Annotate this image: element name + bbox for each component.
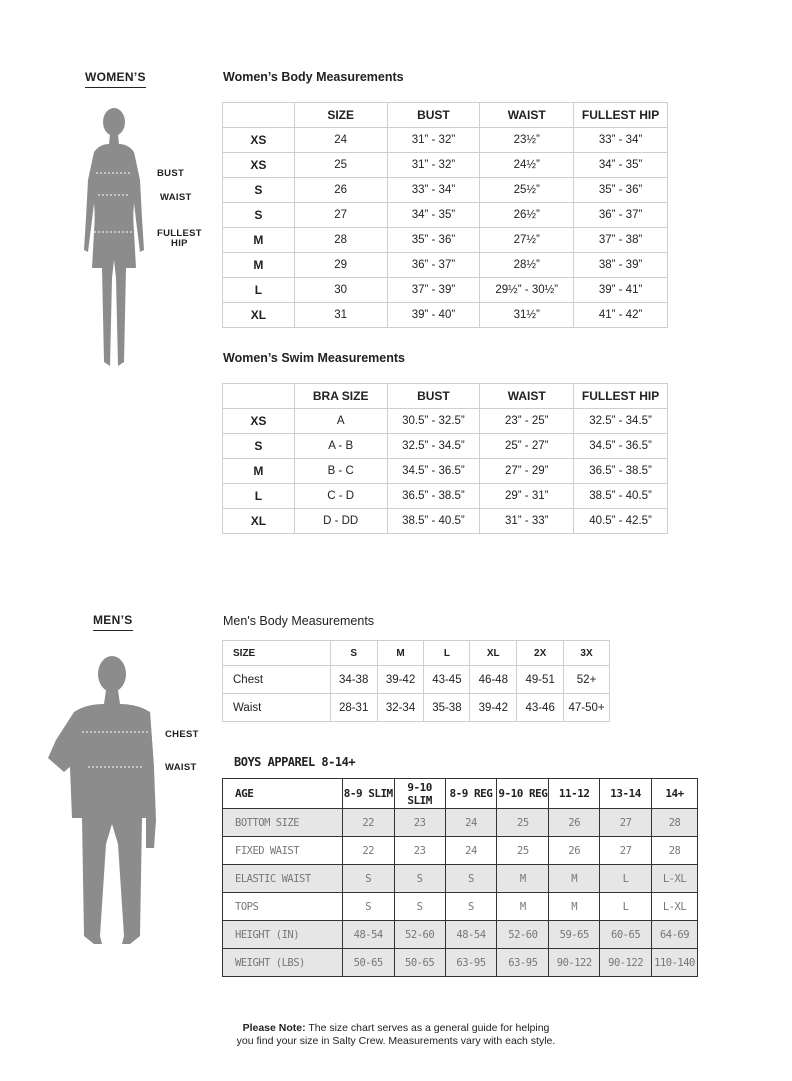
table-cell: 90-122 [549,949,600,977]
table-cell: 41” - 42” [574,303,668,328]
table-cell: 24 [445,837,497,865]
table-row [223,921,698,949]
table-cell: L [600,865,652,893]
table-cell: 34-38 [330,666,377,694]
table-cell: 32-34 [377,694,424,722]
row-label: BOTTOM SIZE [223,809,343,837]
table-cell: 36.5” - 38.5” [387,484,480,509]
table-row [223,409,668,434]
table-cell: 37” - 38” [574,228,668,253]
table-row [223,278,668,303]
table-row [223,153,668,178]
table-row [223,228,668,253]
size-cell: M [223,228,295,253]
table-row [223,203,668,228]
table-cell: 46-48 [470,666,517,694]
waist-label: WAIST [160,192,192,203]
table-cell: 26 [549,809,600,837]
table-cell: 23 [394,809,445,837]
row-label: Chest [223,666,331,694]
table-cell: 36” - 37” [387,253,480,278]
col-header: 9-10 SLIM [394,779,445,809]
table-row [223,809,698,837]
table-cell: 60-65 [600,921,652,949]
table-cell: A - B [294,434,387,459]
table-cell: 39” - 40” [387,303,480,328]
table-cell: C - D [294,484,387,509]
table-cell: 35” - 36” [387,228,480,253]
table-row [223,949,698,977]
mens-body-title: Men's Body Measurements [223,614,375,628]
table-cell: 90-122 [600,949,652,977]
mens-section-label: MEN’S [93,613,133,631]
row-label: TOPS [223,893,343,921]
fullest-hip-label-line2: HIP [171,238,188,249]
table-cell: 48-54 [445,921,497,949]
table-cell: 35” - 36” [574,178,668,203]
table-row [223,893,698,921]
table-cell: 63-95 [497,949,549,977]
table-row [223,694,610,722]
table-cell: 23” - 25” [480,409,574,434]
table-cell: D - DD [294,509,387,534]
table-cell: 25” - 27” [480,434,574,459]
womens-swim-title: Women’s Swim Measurements [223,351,406,365]
table-cell: 33” - 34” [574,128,668,153]
fullest-hip-label [157,229,202,249]
col-header: 13-14 [600,779,652,809]
table-cell: 26½” [480,203,574,228]
table-cell: 48-54 [342,921,394,949]
col-header-waist: WAIST [480,103,574,128]
table-cell: 31” - 32” [387,153,480,178]
col-header: L [424,641,470,666]
boys-table [222,778,698,977]
table-cell: 34” - 35” [387,203,480,228]
table-cell: 29” - 31” [480,484,574,509]
table-cell: 26 [549,837,600,865]
table-cell: M [549,865,600,893]
size-cell: S [223,203,295,228]
size-cell: L [223,484,295,509]
col-header-bra-size: BRA SIZE [294,384,387,409]
table-cell: 25 [294,153,387,178]
table-cell: 22 [342,809,394,837]
table-cell: 28 [294,228,387,253]
womens-body-title: Women’s Body Measurements [223,70,404,84]
table-cell: 22 [342,837,394,865]
row-label: HEIGHT (IN) [223,921,343,949]
mens-body-table [222,640,610,722]
table-cell: 110-140 [652,949,698,977]
table-cell: 23 [394,837,445,865]
col-header: 9-10 REG [497,779,549,809]
col-header-waist: WAIST [480,384,574,409]
col-header-bust: BUST [387,384,480,409]
table-cell: 36” - 37” [574,203,668,228]
table-cell: 59-65 [549,921,600,949]
table-cell: 28½” [480,253,574,278]
table-cell: 27 [600,809,652,837]
boys-title: BOYS APPAREL 8-14+ [234,755,356,769]
table-cell: M [497,865,549,893]
table-cell: 27 [600,837,652,865]
mens-waist-label: WAIST [165,762,197,773]
table-cell: 39-42 [470,694,517,722]
col-header [223,384,295,409]
table-row [223,865,698,893]
table-cell: 25 [497,837,549,865]
table-cell: 27 [294,203,387,228]
bust-label: BUST [157,168,185,179]
table-cell: 35-38 [424,694,470,722]
size-cell: S [223,178,295,203]
col-header-fullest-hip: FULLEST HIP [574,384,668,409]
table-cell: 38.5” - 40.5” [574,484,668,509]
table-cell: 64-69 [652,921,698,949]
table-cell: 31 [294,303,387,328]
col-header: 14+ [652,779,698,809]
table-row [223,459,668,484]
row-label: WEIGHT (LBS) [223,949,343,977]
table-cell: 34.5” - 36.5” [387,459,480,484]
size-cell: M [223,459,295,484]
size-cell: XL [223,303,295,328]
table-cell: 52+ [564,666,610,694]
table-cell: 49-51 [517,666,564,694]
table-cell: 50-65 [342,949,394,977]
table-cell: 29½” - 30½” [480,278,574,303]
col-header: M [377,641,424,666]
womens-body-table [222,102,668,328]
table-row [223,253,668,278]
table-cell: 63-95 [445,949,497,977]
row-label: FIXED WAIST [223,837,343,865]
size-cell: XS [223,128,295,153]
table-cell: 30.5” - 32.5” [387,409,480,434]
table-row [223,178,668,203]
table-cell: 36.5” - 38.5” [574,459,668,484]
col-header-age: AGE [223,779,343,809]
table-cell: 28 [652,809,698,837]
table-cell: 27” - 29” [480,459,574,484]
row-label: ELASTIC WAIST [223,865,343,893]
table-row [223,484,668,509]
table-row [223,837,698,865]
col-header-size: SIZE [223,641,331,666]
size-cell: M [223,253,295,278]
col-header-size: SIZE [294,103,387,128]
table-cell: 32.5” - 34.5” [387,434,480,459]
table-cell: 39” - 41” [574,278,668,303]
table-cell: M [549,893,600,921]
col-header: 8-9 SLIM [342,779,394,809]
size-cell: XL [223,509,295,534]
col-header: XL [470,641,517,666]
table-cell: 31” - 33” [480,509,574,534]
table-cell: 43-45 [424,666,470,694]
womens-section-label: WOMEN’S [85,70,146,88]
table-row [223,128,668,153]
table-cell: 31½” [480,303,574,328]
table-cell: 32.5” - 34.5” [574,409,668,434]
table-cell: 47-50+ [564,694,610,722]
table-cell: A [294,409,387,434]
table-cell: L-XL [652,893,698,921]
table-cell: 33” - 34” [387,178,480,203]
note-bold: Please Note: [242,1022,306,1034]
table-cell: 25½” [480,178,574,203]
table-cell: S [445,865,497,893]
table-cell: M [497,893,549,921]
table-cell: 25 [497,809,549,837]
table-cell: 31” - 32” [387,128,480,153]
table-cell: S [342,865,394,893]
table-cell: 24 [294,128,387,153]
col-header: 3X [564,641,610,666]
table-cell: B - C [294,459,387,484]
col-header-fullest-hip: FULLEST HIP [574,103,668,128]
table-cell: 38.5” - 40.5” [387,509,480,534]
chest-label: CHEST [165,729,199,740]
table-row [223,303,668,328]
table-row [223,666,610,694]
col-header [223,103,295,128]
table-cell: 24½” [480,153,574,178]
fullest-hip-label-line1: FULLEST [157,228,202,239]
size-cell: XS [223,153,295,178]
table-cell: S [342,893,394,921]
table-cell: 24 [445,809,497,837]
note-text-1: The size chart serves as a general guide for helping [305,1022,550,1034]
col-header: S [330,641,377,666]
table-cell: 30 [294,278,387,303]
table-cell: L [600,893,652,921]
table-cell: 28-31 [330,694,377,722]
table-cell: 28 [652,837,698,865]
table-cell: S [394,893,445,921]
table-cell: 27½” [480,228,574,253]
womens-body-figure-icon [78,100,148,372]
col-header: 8-9 REG [445,779,497,809]
table-cell: L-XL [652,865,698,893]
note-line-1 [200,1022,592,1035]
table-cell: 34.5” - 36.5” [574,434,668,459]
col-header-bust: BUST [387,103,480,128]
size-chart-note [200,1022,592,1048]
mens-body-figure-icon [42,648,162,948]
table-cell: 50-65 [394,949,445,977]
table-cell: 52-60 [497,921,549,949]
size-cell: XS [223,409,295,434]
table-cell: 40.5” - 42.5” [574,509,668,534]
table-cell: 37” - 39” [387,278,480,303]
table-cell: 43-46 [517,694,564,722]
table-cell: S [445,893,497,921]
size-cell: S [223,434,295,459]
table-cell: 52-60 [394,921,445,949]
col-header: 2X [517,641,564,666]
size-cell: L [223,278,295,303]
table-cell: 39-42 [377,666,424,694]
row-label: Waist [223,694,331,722]
womens-swim-table [222,383,668,534]
table-cell: 38” - 39” [574,253,668,278]
table-row [223,434,668,459]
table-cell: 23½” [480,128,574,153]
note-line-2: you find your size in Salty Crew. Measurements vary with each style. [236,1035,556,1047]
table-cell: 34” - 35” [574,153,668,178]
table-row [223,509,668,534]
col-header: 11-12 [549,779,600,809]
table-cell: 26 [294,178,387,203]
table-cell: S [394,865,445,893]
table-cell: 29 [294,253,387,278]
